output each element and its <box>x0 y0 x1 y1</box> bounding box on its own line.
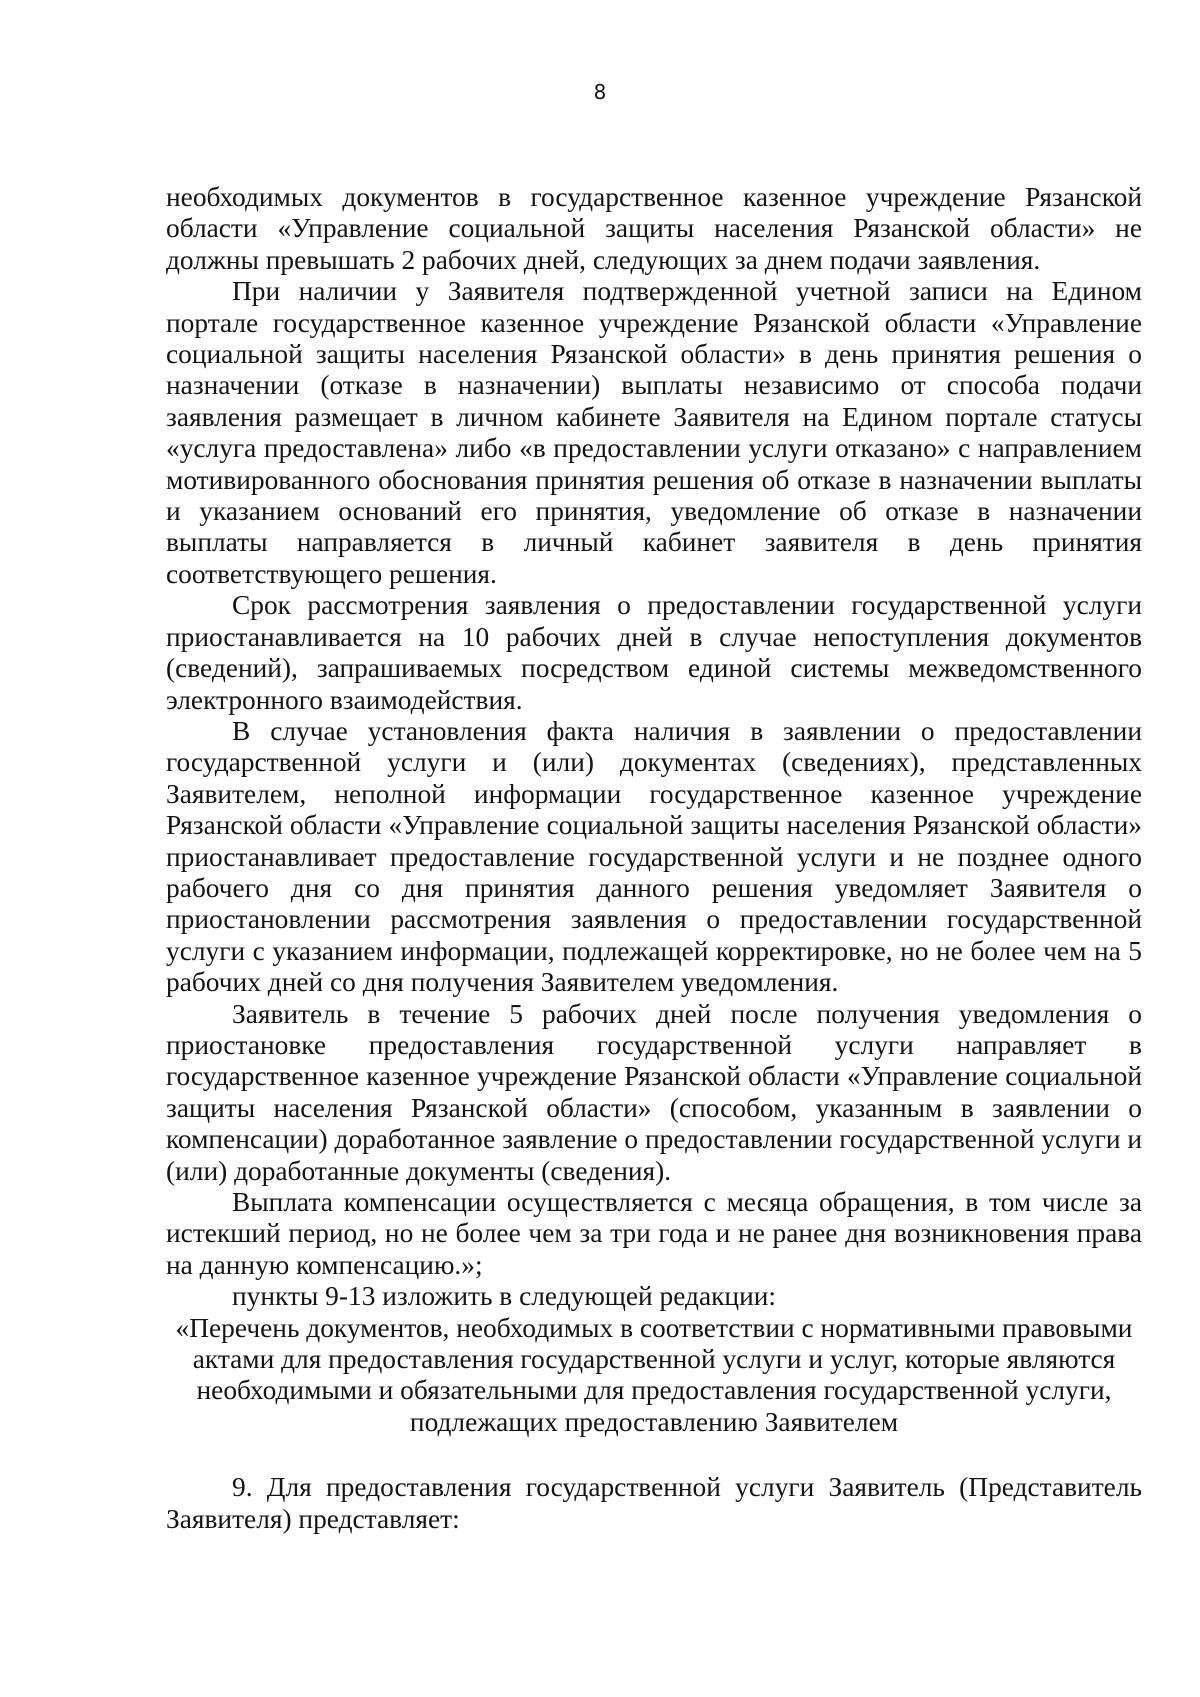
paragraph-incomplete-info: В случае установления факта наличия в заявлении о предоставлении государственной услуги и (или) документах (сведениях), представленных Заявителем, неполной информации государственное казенное учреждение Рязанской области «Управление социальной защиты населения Рязанской области» приостанавливает предоставление государственной услуги и не позднее одного рабочего дня со дня принятия данного решения уведомляет Заявителя о приостановлении рассмотрения заявления о предоставлении государственной услуги с указанием информации, подлежащей корректировке, но не более чем на 5 рабочих дней со дня получения Заявителем уведомления. <box>166 715 1142 998</box>
paragraph-amendment-instruction: пункты 9-13 изложить в следующей редакции: <box>232 1281 777 1312</box>
page-number: 8 <box>593 80 607 104</box>
paragraph-continuation: необходимых документов в государственное казенное учреждение Рязанской области «Управление социальной защиты населения Рязанской области» не должны превышать 2 рабочих дней, следующих за днем подачи заявления. <box>166 182 1142 275</box>
paragraph-portal-status: При наличии у Заявителя подтвержденной учетной записи на Едином портале государственное казенное учреждение Рязанской области «Управление социальной защиты населения Рязанской области» в день принятия решения о назначении (отказе в назначении) выплаты независимо от способа подачи заявления размещает в личном кабинете Заявителя на Едином портале статусы «услуга предоставлена» либо «в предоставлении услуги отказано» с направлением мотивированного обоснования принятия решения об отказе в назначении выплаты и указанием оснований его принятия, уведомление об отказе в назначении выплаты направляется в личный кабинет заявителя в день принятия соответствующего решения. <box>166 276 1142 589</box>
section-heading: «Перечень документов, необходимых в соответствии с нормативными правовыми актами для предоставления государственной услуги и услуг, которые являются необходимыми и обязательными для предоставления государственной услуги, подлежащих предоставлению Заявителем <box>175 1312 1133 1437</box>
paragraph-compensation-payment: Выплата компенсации осуществляется с месяца обращения, в том числе за истекший период, но не более чем за три года и не ранее дня возникновения права на данную компенсацию.»; <box>166 1187 1142 1280</box>
paragraph-applicant-resubmission: Заявитель в течение 5 рабочих дней после получения уведомления о приостановке предоставления государственной услуги направляет в государственное казенное учреждение Рязанской области «Управление социальной защиты населения Рязанской области» (способом, указанным в заявлении о компенсации) доработанное заявление о предоставлении государственной услуги и (или) доработанные документы (сведения). <box>166 998 1142 1186</box>
section-gap <box>166 1438 1142 1472</box>
paragraph-item-9: 9. Для предоставления государственной услуги Заявитель (Представитель Заявителя) представляет: <box>166 1472 1142 1534</box>
paragraph-review-suspension: Срок рассмотрения заявления о предоставлении государственной услуги приостанавливается на 10 рабочих дней в случае непоступления документов (сведений), запрашиваемых посредством единой системы межведомственного электронного взаимодействия. <box>166 590 1142 715</box>
document-body <box>166 182 1142 1535</box>
